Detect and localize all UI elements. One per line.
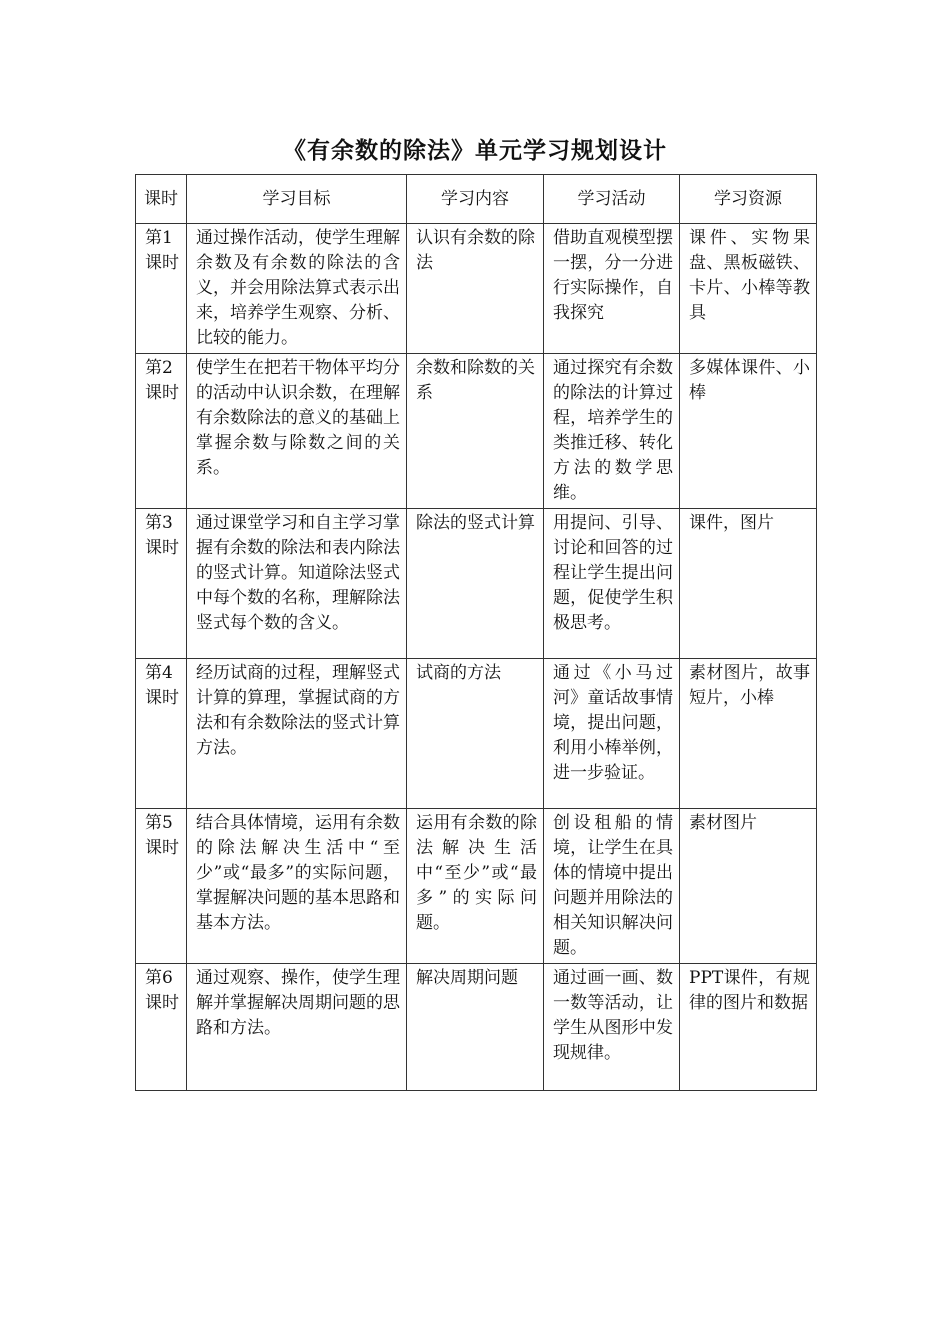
table-row [136,659,817,809]
goal-text: 结合具体情境，运用有余数的除法解决生活中“至少”或“最多”的实际问题，掌握解决问题的基本思路和基本方法。 [196,813,400,933]
activity-text: 通过《小马过河》童话故事情境，提出问题，利用小棒举例，进一步验证。 [553,663,673,783]
resource-cell [680,964,817,1091]
lesson-cell: 第5课时 [136,809,187,964]
lesson-cell: 第3课时 [136,509,187,659]
table-row [136,509,817,659]
resource-text: 素材图片，故事短片，小棒 [689,663,810,708]
activity-cell [544,809,680,964]
activity-text: 借助直观模型摆一摆，分一分进行实际操作，自我探究 [553,228,673,323]
content-cell: 解决周期问题 [407,964,544,1091]
header-lesson: 课时 [136,175,187,224]
resource-cell [680,354,817,509]
planning-table [135,174,817,1091]
content-cell [407,809,544,964]
goal-cell [187,659,407,809]
resource-text: 课件，图片 [689,513,774,533]
activity-cell [544,659,680,809]
resource-cell [680,659,817,809]
content-cell: 余数和除数的关系 [407,354,544,509]
goal-cell [187,224,407,354]
activity-text: 创设租船的情境，让学生在具体的情境中提出问题并用除法的相关知识解决问题。 [553,813,673,958]
goal-cell [187,809,407,964]
goal-text: 通过操作活动，使学生理解余数及有余数的除法的含义，并会用除法算式表示出来，培养学生观察、分析、比较的能力。 [196,228,400,348]
goal-text: 经历试商的过程，理解竖式计算的算理，掌握试商的方法和有余数除法的竖式计算方法。 [196,663,400,758]
header-row [136,175,817,224]
resource-cell [680,224,817,354]
activity-cell [544,964,680,1091]
goal-cell [187,509,407,659]
resource-text: PPT课件，有规律的图片和数据 [689,968,810,1013]
content-cell: 试商的方法 [407,659,544,809]
content-cell: 除法的竖式计算 [407,509,544,659]
activity-text: 用提问、引导、讨论和回答的过程让学生提出问题，促使学生积极思考。 [553,513,673,633]
goal-cell [187,354,407,509]
table-row [136,224,817,354]
table-row [136,964,817,1091]
activity-text: 通过画一画、数一数等活动，让学生从图形中发现规律。 [553,968,673,1063]
page-title: 《有余数的除法》单元学习规划设计 [283,138,667,164]
resource-text: 多媒体课件、小棒 [689,358,810,403]
header-goal: 学习目标 [187,175,407,224]
lesson-cell: 第2课时 [136,354,187,509]
resource-text: 素材图片 [689,813,757,833]
activity-cell [544,354,680,509]
goal-text: 通过课堂学习和自主学习掌握有余数的除法和表内除法的竖式计算。知道除法竖式中每个数的名称，理解除法竖式每个数的含义。 [196,513,400,633]
table-row [136,809,817,964]
lesson-cell: 第1课时 [136,224,187,354]
content-cell: 认识有余数的除法 [407,224,544,354]
resource-cell [680,509,817,659]
content-text: 运用有余数的除法解决生活中“至少”或“最多”的实际问题。 [416,813,537,933]
header-activity: 学习活动 [544,175,680,224]
header-resource: 学习资源 [680,175,817,224]
header-content: 学习内容 [407,175,544,224]
activity-text: 通过探究有余数的除法的计算过程，培养学生的类推迁移、转化方法的数学思维。 [553,358,673,503]
table-row [136,354,817,509]
activity-cell [544,509,680,659]
activity-cell [544,224,680,354]
lesson-cell: 第6课时 [136,964,187,1091]
resource-cell [680,809,817,964]
resource-text: 课件、实物果盘、黑板磁铁、卡片、小棒等教具 [689,228,810,323]
goal-text: 使学生在把若干物体平均分的活动中认识余数，在理解有余数除法的意义的基础上掌握余数与除数之间的关系。 [196,358,400,478]
goal-cell [187,964,407,1091]
goal-text: 通过观察、操作，使学生理解并掌握解决周期问题的思路和方法。 [196,968,400,1038]
lesson-cell: 第4课时 [136,659,187,809]
